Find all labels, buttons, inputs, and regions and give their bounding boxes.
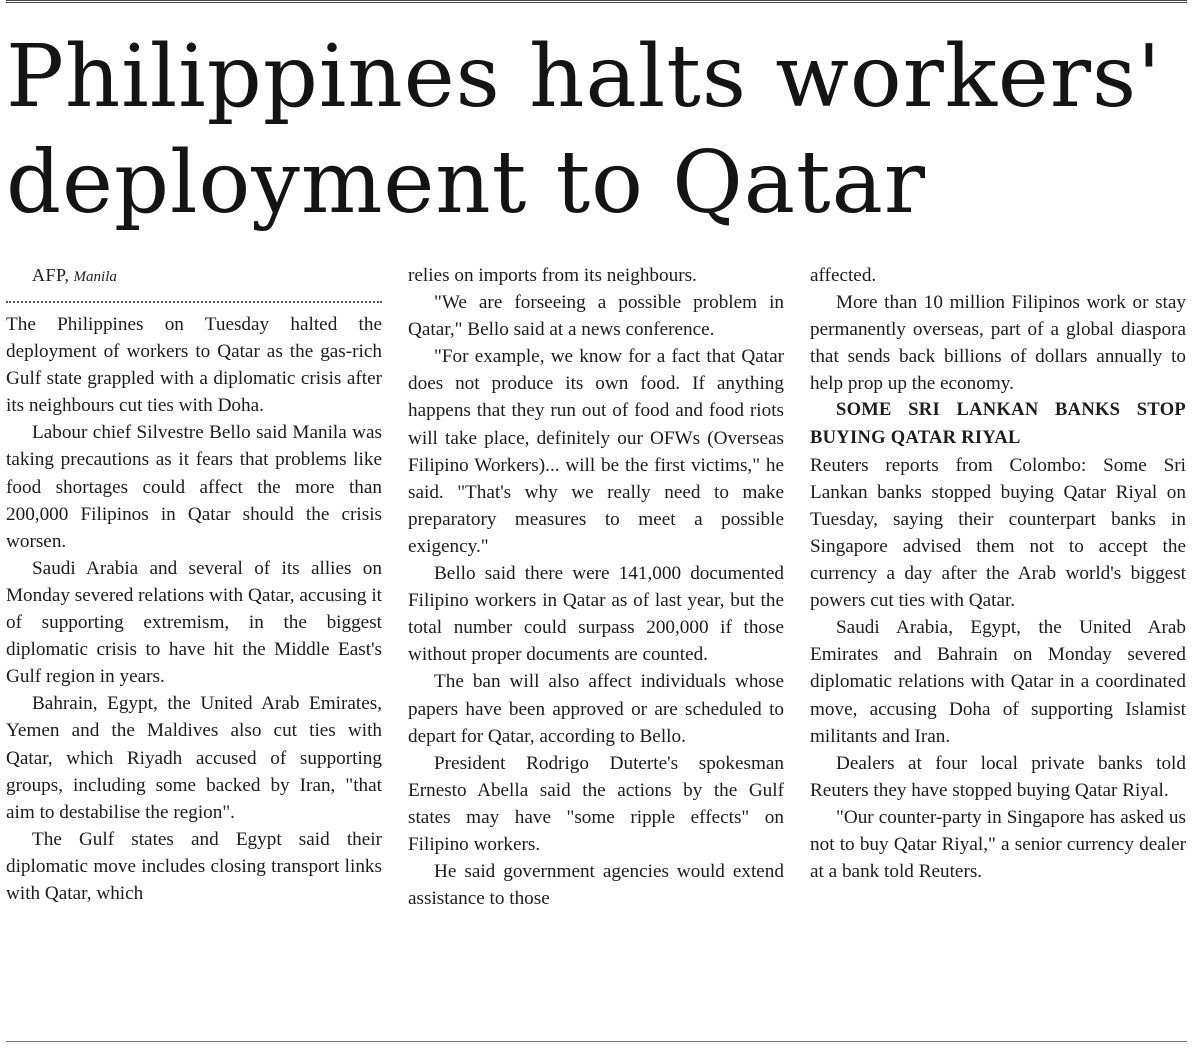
column-2 — [408, 262, 784, 1022]
headline-line-1: Philippines halts workers' — [6, 27, 1162, 127]
paragraph: The Gulf states and Egypt said their diplomatic move includes closing transport links with Qatar, which — [6, 828, 382, 904]
paragraph: Saudi Arabia and several of its allies on Monday severed relations with Qatar, accusing it of supporting extremism, in the biggest diplomatic crisis to have hit the Middle East's Gulf region in years. — [6, 557, 382, 688]
headline — [6, 24, 1186, 236]
paragraph: More than 10 million Filipinos work or stay permanently overseas, part of a global diaspora that sends back billions of dollars annually to help prop up the economy. — [810, 292, 1186, 395]
paragraph: He said government agencies would extend assistance to those — [408, 861, 784, 910]
paragraph: "We are forseeing a possible problem in Qatar," Bello said at a news conference. — [408, 292, 784, 341]
byline — [6, 262, 382, 291]
top-rule — [6, 0, 1187, 11]
byline-place: Manila — [73, 269, 117, 285]
byline-agency: AFP, — [32, 265, 70, 285]
paragraph: Bahrain, Egypt, the United Arab Emirates, Yemen and the Maldives also cut ties with Qatar, which Riyadh accused of supporting groups, including some backed by Iran, "that aim to destabilise the region". — [6, 693, 382, 823]
paragraph: "Our counter-party in Singapore has asked us not to buy Qatar Riyal," a senior currency dealer at a bank told Reuters. — [810, 806, 1186, 883]
paragraph: affected. — [810, 265, 877, 286]
paragraph: Bello said there were 141,000 documented Filipino workers in Qatar as of last year, but the total number could surpass 200,000 if those without proper documents are counted. — [408, 563, 784, 666]
paragraph: Dealers at four local private banks told Reuters they have stopped buying Qatar Riyal. — [810, 752, 1186, 801]
headline-line-2: deployment to Qatar — [6, 133, 926, 233]
column-1 — [6, 262, 382, 1022]
paragraph: The Philippines on Tuesday halted the deployment of workers to Qatar as the gas-rich Gulf state grappled with a diplomatic crisis after its neighbours cut ties with Doha. — [6, 314, 382, 417]
article-body — [6, 262, 1188, 1022]
paragraph: "For example, we know for a fact that Qatar does not produce its own food. If anything happens that they run out of food and food riots will take place, definitely our OFWs (Overseas Filipino Workers)... will be the first victims," he said. "That's why we really need to make preparatory measures to meet a possible exigency." — [408, 346, 784, 557]
paragraph: Saudi Arabia, Egypt, the United Arab Emirates and Bahrain on Monday severed diplomatic relations with Qatar in a coordinated move, accusing Doha of supporting Islamist militants and Iran. — [810, 617, 1186, 747]
byline-divider — [6, 291, 382, 303]
paragraph: President Rodrigo Duterte's spokesman Ernesto Abella said the actions by the Gulf states may have "some ripple effects" on Filipino workers. — [408, 752, 784, 855]
paragraph: Labour chief Silvestre Bello said Manila was taking precautions as it fears that problems like food shortages could affect the more than 200,000 Filipinos in Qatar should the crisis worsen. — [6, 422, 382, 552]
column-3 — [810, 262, 1186, 1022]
subheading: SOME SRI LANKAN BANKS STOP BUYING QATAR RIYAL — [810, 400, 1186, 448]
bottom-rule — [6, 1041, 1187, 1042]
paragraph: relies on imports from its neighbours. — [408, 265, 697, 286]
paragraph: The ban will also affect individuals whose papers have been approved or are scheduled to depart for Qatar, according to Bello. — [408, 671, 784, 747]
paragraph: Reuters reports from Colombo: Some Sri Lankan banks stopped buying Qatar Riyal on Tuesday, saying their counterpart banks in Singapore advised them not to accept the currency a day after the Arab world's biggest powers cut ties with Qatar. — [810, 454, 1186, 612]
